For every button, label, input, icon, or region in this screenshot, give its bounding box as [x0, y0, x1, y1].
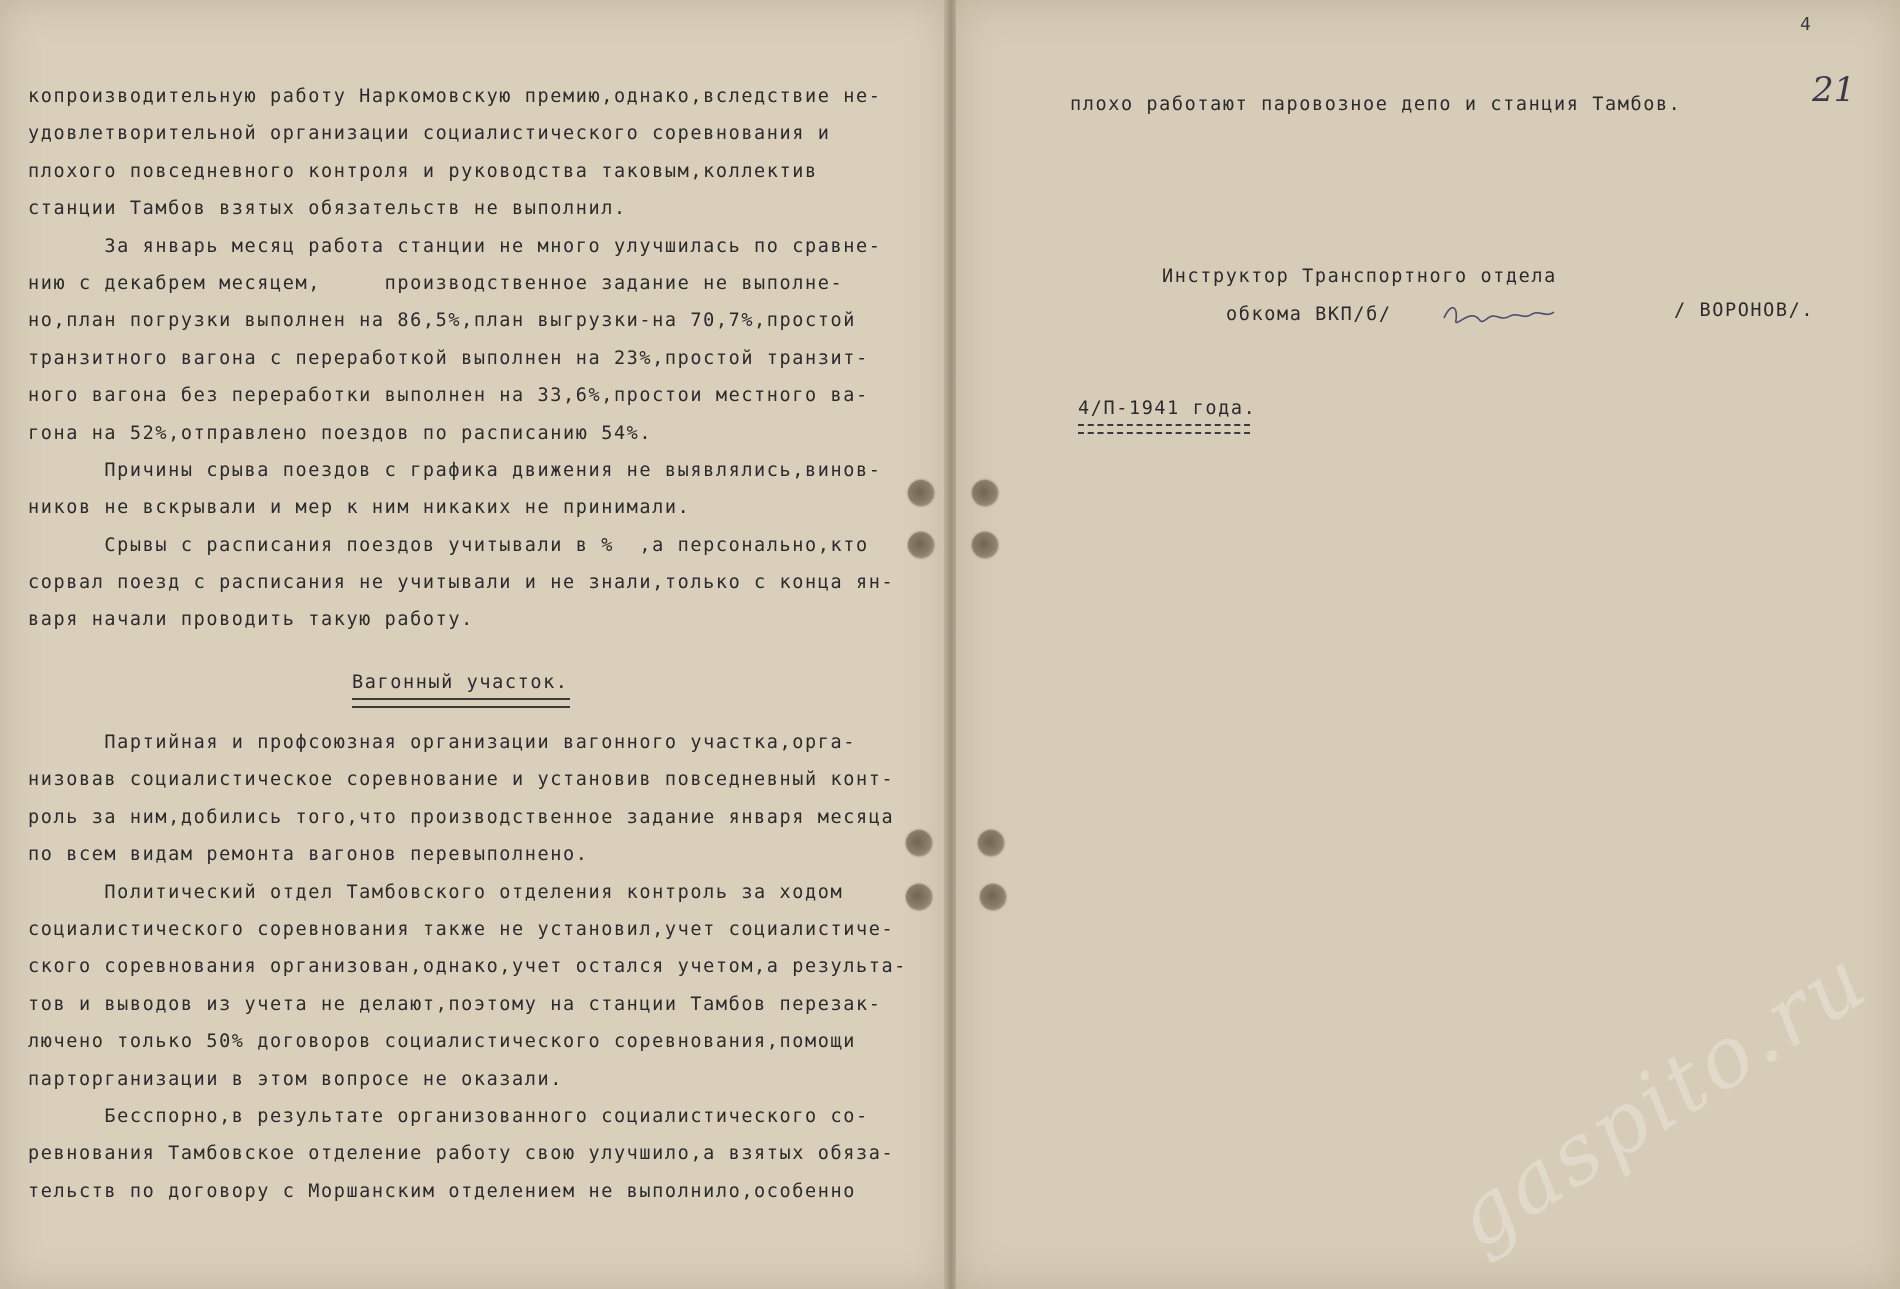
text-line: Бесспорно,в результате организованного социалистического со-: [28, 1105, 869, 1127]
page-number: 4: [1800, 14, 1811, 35]
punch-hole: [908, 480, 934, 506]
right-first-line: плохо работают паровозное депо и станция Тамбов.: [1070, 94, 1682, 115]
punch-hole: [972, 532, 998, 558]
text-line: тов и выводов из учета не делают,поэтому на станции Тамбов перезак-: [28, 993, 882, 1015]
right-page: [956, 0, 1900, 1289]
text-line: варя начали проводить такую работу.: [28, 609, 474, 631]
folio-number: 21: [1812, 70, 1856, 110]
signature-name: / ВОРОНОВ/.: [1674, 300, 1815, 321]
text-line: но,план погрузки выполнен на 86,5%,план выгрузки-на 70,7%,простой: [28, 310, 856, 332]
text-line: Политический отдел Тамбовского отделения контроль за ходом: [28, 881, 844, 903]
date-underline: [1078, 424, 1250, 434]
punch-hole: [906, 830, 932, 856]
handwritten-signature: [1440, 296, 1560, 340]
document-date: 4/П-1941 года.: [1078, 398, 1257, 419]
section-heading: Вагонный участок.: [352, 672, 569, 693]
text-line: лючено только 50% договоров социалистического соревнования,помощи: [28, 1031, 856, 1053]
text-line: социалистического соревнования также не установил,учет социалистиче-: [28, 918, 895, 940]
page-number-mark: [1800, 14, 1811, 35]
text-line: удовлетворительной организации социалистического соревнования и: [28, 123, 831, 145]
text-line: гона на 52%,отправлено поездов по расписанию 54%.: [28, 422, 653, 444]
text-line: роль за ним,добились того,что производственное задание января месяца: [28, 806, 895, 828]
text-line: ников не вскрывали и мер к ним никаких не принимали.: [28, 497, 691, 519]
text-line: по всем видам ремонта вагонов перевыполнено.: [28, 844, 589, 866]
left-body-text-1: [28, 78, 908, 639]
watermark: gaspito.ru: [1436, 929, 1886, 1268]
heading-underline: [352, 698, 570, 708]
text-line: нию с декабрем месяцем, производственное задание не выполне-: [28, 272, 844, 294]
signature-org: обкома ВКП/б/: [1226, 304, 1392, 325]
text-line: низовав социалистическое соревнование и установив повседневный конт-: [28, 769, 895, 791]
left-body-text-2: [28, 724, 908, 1210]
text-line: За январь месяц работа станции не много улучшилась по сравне-: [28, 235, 882, 257]
punch-hole: [908, 532, 934, 558]
text-line: транзитного вагона с переработкой выполнен на 23%,простой транзит-: [28, 347, 869, 369]
text-line: ревнования Тамбовское отделение работу свою улучшило,а взятых обяза-: [28, 1143, 895, 1165]
punch-hole: [980, 884, 1006, 910]
text-line: Срывы с расписания поездов учитывали в % ,а персонально,кто: [28, 534, 869, 556]
punch-hole: [906, 884, 932, 910]
text-line: ского соревнования организован,однако,учет остался учетом,а результа-: [28, 956, 907, 978]
punch-hole: [972, 480, 998, 506]
text-line: плохого повседневного контроля и руководства таковым,коллектив: [28, 160, 818, 182]
signature-title: Инструктор Транспортного отдела: [1162, 266, 1557, 287]
text-line: парторганизации в этом вопросе не оказали.: [28, 1068, 563, 1090]
text-line: станции Тамбов взятых обязательств не выполнил.: [28, 198, 627, 220]
text-line: копроизводительную работу Наркомовскую премию,однако,вследствие не-: [28, 86, 882, 107]
text-line: Причины срыва поездов с графика движения не выявлялись,винов-: [28, 459, 882, 481]
punch-hole: [978, 830, 1004, 856]
text-line: тельств по договору с Моршанским отделением не выполнило,особенно: [28, 1180, 856, 1202]
text-line: сорвал поезд с расписания не учитывали и не знали,только с конца ян-: [28, 572, 895, 594]
text-line: ного вагона без переработки выполнен на 33,6%,простои местного ва-: [28, 385, 869, 407]
text-line: Партийная и профсоюзная организации вагонного участка,орга-: [28, 732, 856, 753]
